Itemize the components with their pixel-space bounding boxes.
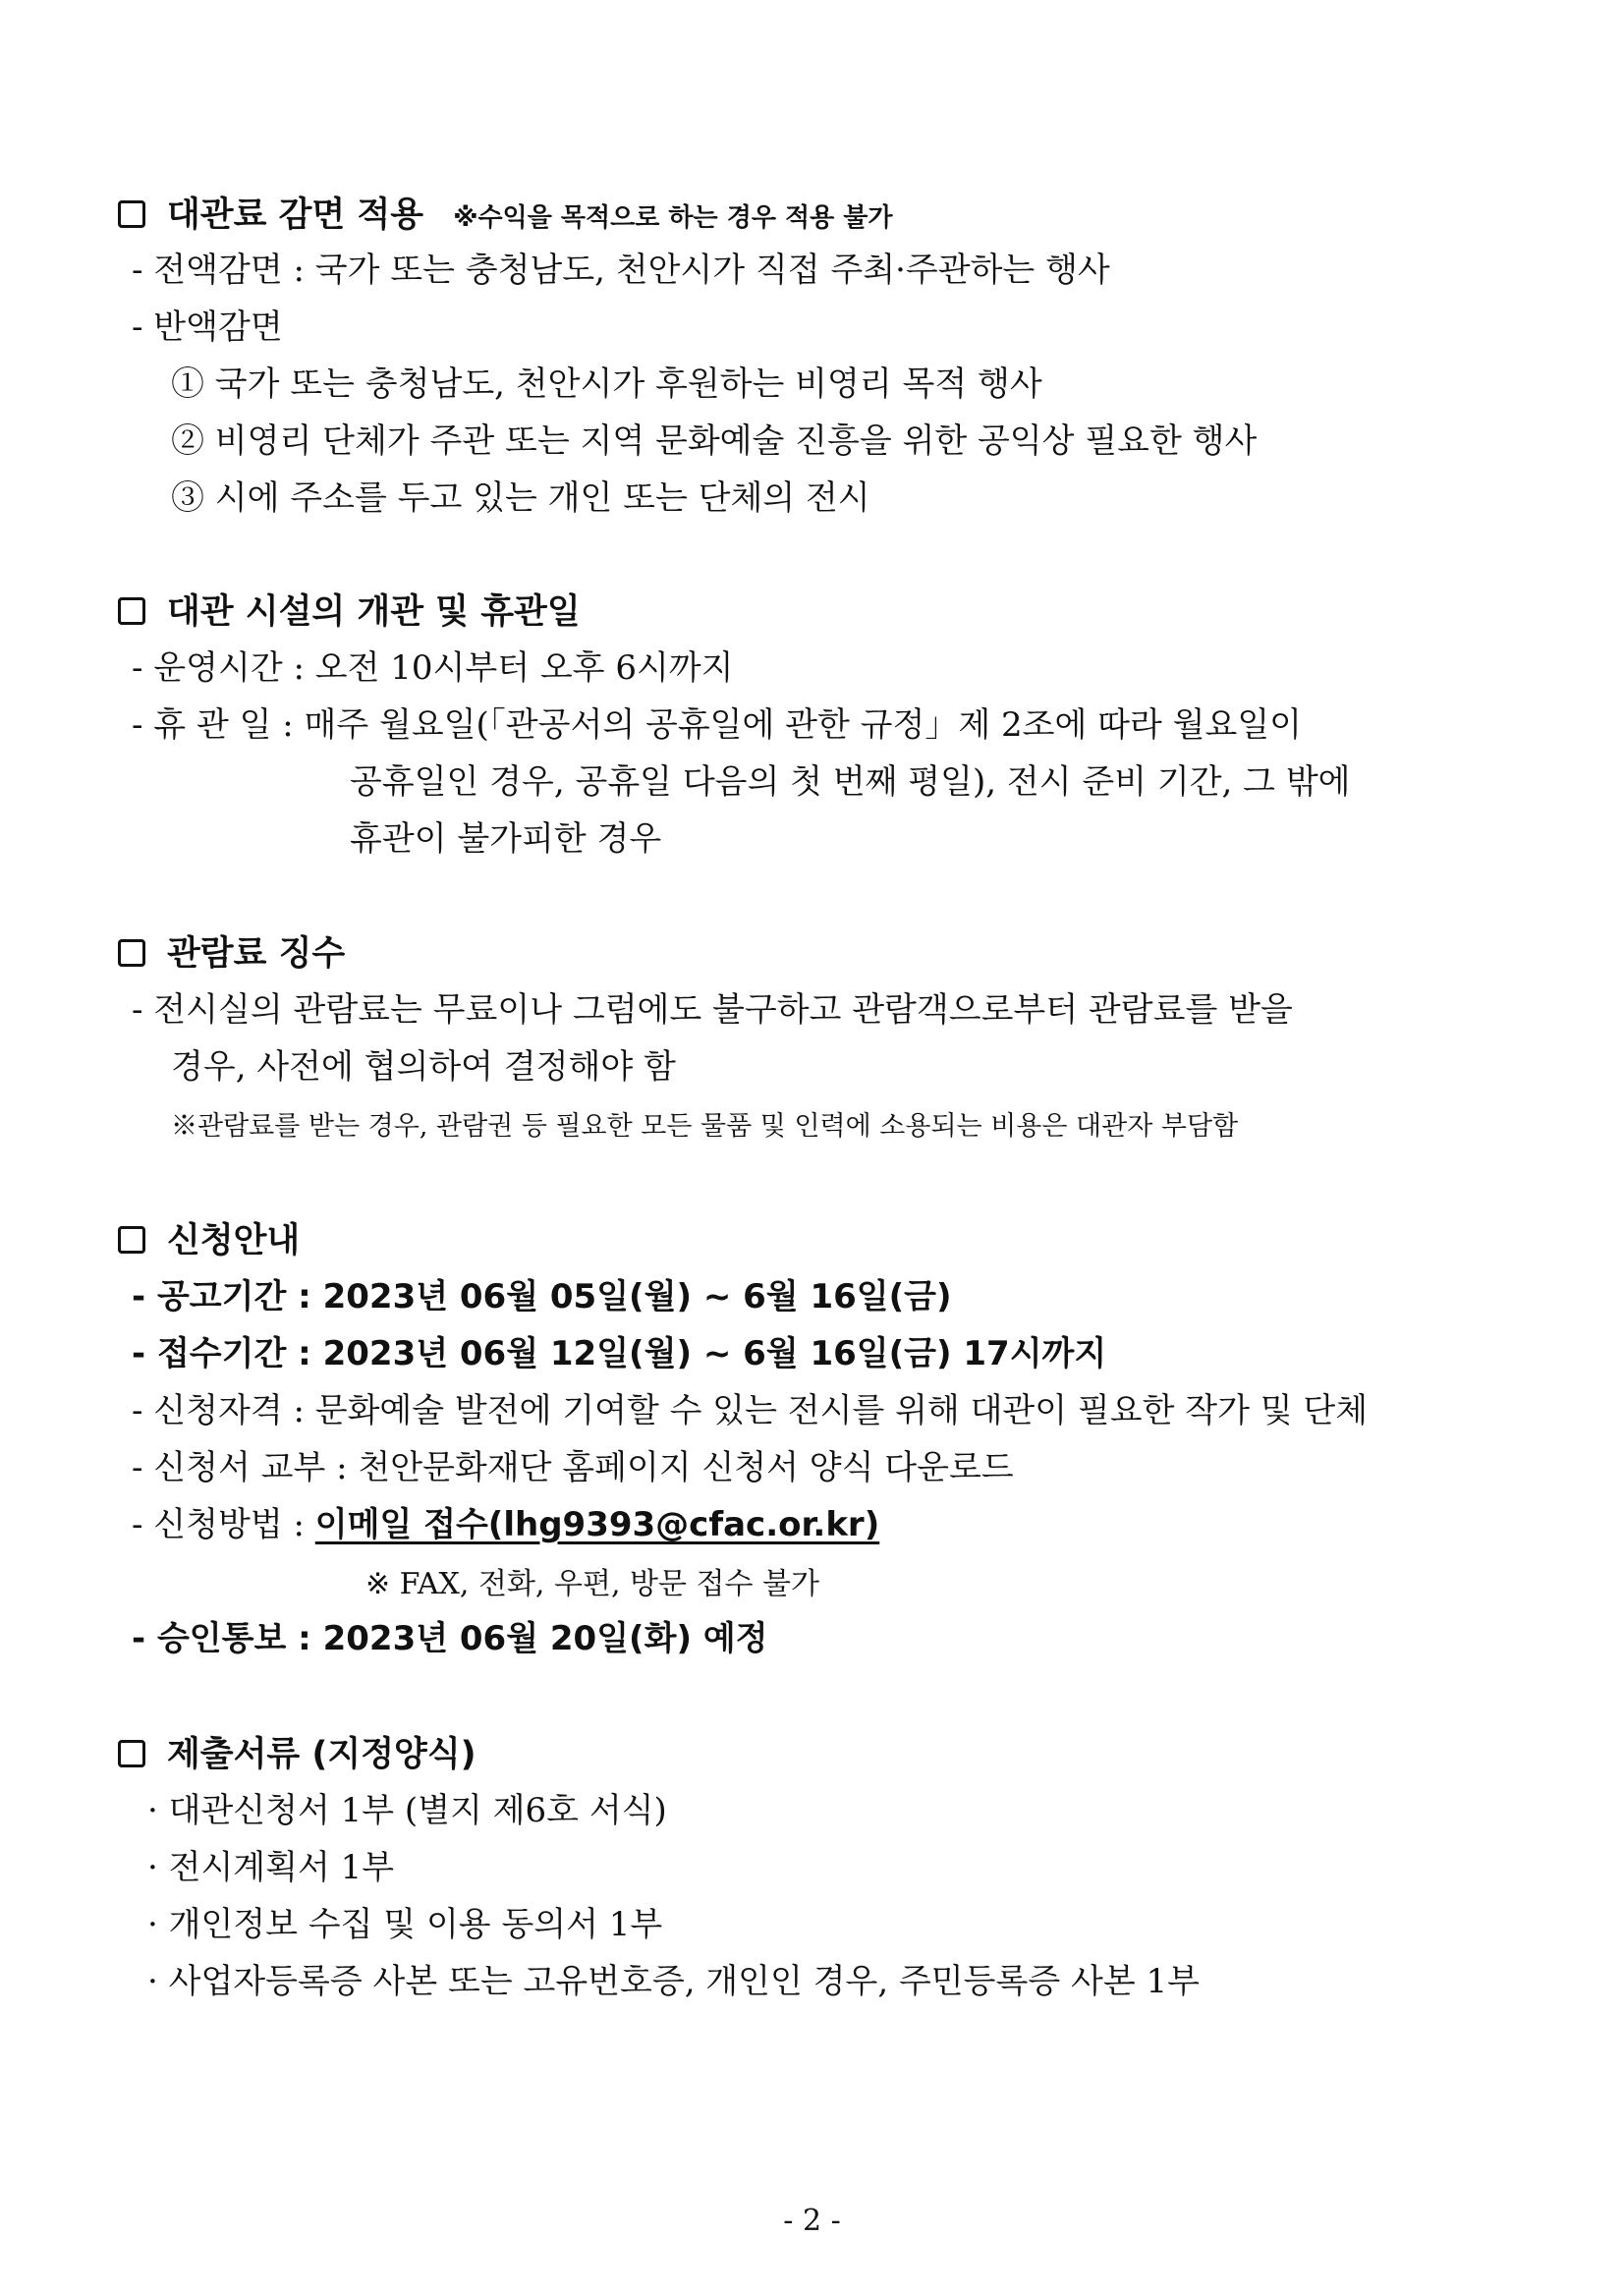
checkbox-square-icon	[118, 597, 145, 625]
text-line: - 반액감면	[132, 308, 283, 347]
checkbox-square-icon	[118, 1740, 145, 1767]
section-title: 관람료 징수	[167, 934, 346, 974]
section-note: ※수익을 목적으로 하는 경우 적용 불가	[453, 203, 893, 233]
form-distribution: - 신청서 교부 : 천안문화재단 홈페이지 신청서 양식 다운로드	[132, 1448, 1014, 1487]
receipt-period: - 접수기간 : 2023년 06월 12일(월) ~ 6월 16일(금) 17시까지	[132, 1334, 1107, 1373]
section-hours-heading	[118, 589, 581, 635]
email-link[interactable]: 이메일 접수(lhg9393@cfac.or.kr)	[314, 1505, 880, 1544]
doc-item: · 대관신청서 1부 (별지 제6호 서식)	[147, 1791, 667, 1830]
apply-method-note: ※ FAX, 전화, 우편, 방문 접수 불가	[365, 1567, 819, 1601]
section-title: 신청안내	[167, 1221, 301, 1260]
text-line: ② 비영리 단체가 주관 또는 지역 문화예술 진흥을 위한 공익상 필요한 행사	[171, 421, 1258, 461]
text-line: 휴관이 불가피한 경우	[350, 819, 662, 859]
section-title: 제출서류 (지정양식)	[167, 1735, 476, 1774]
text-line: 공휴일인 경우, 공휴일 다음의 첫 번째 평일), 전시 준비 기간, 그 밖에	[350, 762, 1351, 802]
qualification: - 신청자격 : 문화예술 발전에 기여할 수 있는 전시를 위해 대관이 필요한 작가 및 단체	[132, 1391, 1369, 1430]
section-docs-heading	[118, 1732, 476, 1777]
doc-item: · 전시계획서 1부	[147, 1848, 395, 1887]
section-title: 대관료 감면 적용	[167, 196, 424, 235]
apply-method	[132, 1502, 879, 1547]
text-line: - 전액감면 : 국가 또는 충청남도, 천안시가 직접 주최·주관하는 행사	[132, 251, 1110, 290]
text-line: ① 국가 또는 충청남도, 천안시가 후원하는 비영리 목적 행사	[171, 364, 1042, 404]
checkbox-square-icon	[118, 200, 145, 228]
doc-item: · 개인정보 수집 및 이용 동의서 1부	[147, 1905, 663, 1944]
notice-period: - 공고기간 : 2023년 06월 05일(월) ~ 6월 16일(금)	[132, 1277, 952, 1316]
checkbox-square-icon	[118, 1226, 145, 1254]
text-line: - 전시실의 관람료는 무료이나 그럼에도 불구하고 관람객으로부터 관람료를 받을	[132, 990, 1293, 1030]
section-apply-heading	[118, 1218, 300, 1263]
text-line: 경우, 사전에 협의하여 결정해야 함	[171, 1047, 676, 1087]
checkbox-square-icon	[118, 939, 145, 967]
approval-notice: - 승인통보 : 2023년 06월 20일(화) 예정	[132, 1619, 768, 1658]
text-line: - 운영시간 : 오전 10시부터 오후 6시까지	[132, 648, 734, 688]
text-line: - 휴 관 일 : 매주 월요일(「관공서의 공휴일에 관한 규정」제 2조에 따라 월요일이	[132, 705, 1303, 745]
apply-method-label: - 신청방법 :	[132, 1505, 315, 1544]
section-fee-heading	[118, 931, 345, 977]
page-number: - 2 -	[783, 2204, 841, 2238]
section-discount-heading	[118, 193, 893, 241]
text-line: ③ 시에 주소를 두고 있는 개인 또는 단체의 전시	[171, 478, 870, 518]
fee-note: ※관람료를 받는 경우, 관람권 등 필요한 모든 물품 및 인력에 소용되는 비용은 대관자 부담함	[171, 1111, 1239, 1142]
doc-item: · 사업자등록증 사본 또는 고유번호증, 개인인 경우, 주민등록증 사본 1부	[147, 1962, 1200, 2001]
section-title: 대관 시설의 개관 및 휴관일	[167, 592, 581, 632]
